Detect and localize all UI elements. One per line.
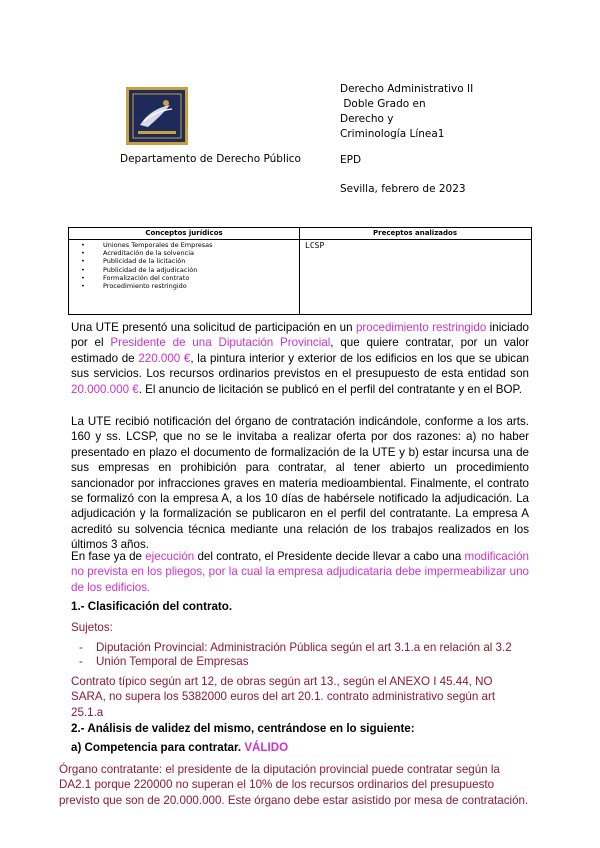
course-line: Derecho y	[340, 113, 394, 125]
department-name: Departamento de Derecho Público	[120, 153, 301, 165]
case-paragraph-2: La UTE recibió notificación del órgano de contratación indicándole, conforme a los arts. 160 y ss. LCSP, que no se le invitaba a realizar oferta por dos razones: a) no haber presentado en plazo el documento de formalización de la UTE y b) estar incursa una de sus empresas en prohibición para contratar, al tener abierto un procedimiento sancionador por infracciones graves en materia medioambiental. Finalmente, el contrato se formalizó con la empresa A, a los 10 días de habérsele notificado la adjudicación. La adjudicación y la formalización se publicaron en el perfil del contratante. La empresa A acreditó su solvencia técnica mediante una relación de los trabajos realizados en los últimos 3 años.	[71, 415, 529, 552]
table-header-concepts: Conceptos jurídicos	[145, 229, 223, 237]
list-item: • Publicidad de la licitación	[81, 257, 212, 265]
section-1-heading: 1.- Clasificación del contrato.	[71, 600, 233, 613]
text-run: iniciado por el	[71, 321, 529, 350]
list-item: • Uniones Temporales de Empresas	[81, 241, 212, 249]
document-date: Sevilla, febrero de 2023	[340, 183, 466, 195]
course-line: Derecho Administrativo II	[340, 83, 474, 95]
highlight-text: 220.000 €	[138, 351, 191, 365]
case-paragraph-1	[71, 320, 529, 397]
text-run: Una UTE presentó una solicitud de participación en un	[71, 321, 356, 334]
highlight-text: 20.000.000 €	[71, 382, 139, 396]
highlight-text: Presidente de una Diputación Provincial	[110, 336, 331, 350]
text-run: En fase ya de	[71, 550, 146, 563]
subject-text: Unión Temporal de Empresas	[96, 655, 249, 668]
subject-bullet: - Unión Temporal de Empresas	[79, 655, 249, 668]
text-run: . El anuncio de licitación se publicó en el perfil del contratante y en el BOP.	[138, 382, 522, 396]
concepts-list	[81, 241, 212, 290]
case-paragraph-3	[71, 549, 529, 595]
contract-classification: Contrato típico según art 12, de obras según art 13., según el ANEXO I 45.44, NO SARA, no supera los 5382000 euros del art 20.1. contrato administrativo según art 25.1.a	[71, 675, 496, 719]
text-run: , que quiere contratar, por un valor estimado de	[71, 336, 529, 365]
table-header-precepts: Preceptos analizados	[372, 229, 457, 237]
validity-badge: VÁLIDO	[244, 741, 289, 754]
precept-value: LCSP	[305, 241, 325, 250]
list-item: • Formalización del contrato	[81, 274, 212, 282]
text-run: del contrato, el Presidente decide llevar a cabo una	[194, 550, 465, 563]
subject-text: Diputación Provincial: Administración Pública según el art 3.1.a en relación al 3.2	[96, 641, 512, 654]
highlight-text: modificación no prevista en los pliegos, por la cual la empresa adjudicataria debe impermeabilizar uno de los edificios.	[71, 550, 529, 594]
course-line: Doble Grado en	[340, 98, 426, 110]
subsection-label: a) Competencia para contratar.	[71, 741, 245, 754]
course-line: Criminología Línea1	[340, 128, 445, 140]
epd-label: EPD	[340, 154, 362, 166]
list-item: • Acreditación de la solvencia	[81, 249, 212, 257]
highlight-text: procedimiento restringido	[355, 321, 487, 334]
subjects-label: Sujetos:	[71, 621, 113, 634]
university-seal-logo	[126, 87, 188, 145]
competence-answer: Órgano contratante: el presidente de la diputación provincial puede contratar según la DA2.1 porque 220000 no superan el 10% de los recursos ordinarios del presupuesto previsto que son de 20.000.000. Este órgano debe estar asistido por mesa de contratación.	[59, 763, 529, 807]
highlight-text: ejecución	[145, 550, 195, 563]
concepts-table	[68, 227, 532, 315]
subsection-a-heading	[71, 741, 288, 754]
course-info	[340, 82, 473, 142]
section-2-heading: 2.- Análisis de validez del mismo, centrándose en lo siguiente:	[71, 722, 415, 735]
subject-bullet: - Diputación Provincial: Administración Pública según el art 3.1.a en relación al 3.2	[79, 641, 512, 654]
text-run: , la pintura interior y exterior de los edificios en los que se ubican sus servicios. Los recursos ordinarios previstos en el presupuesto de esta entidad son	[71, 351, 529, 381]
list-item: • Procedimiento restringido	[81, 282, 212, 290]
list-item: • Publicidad de la adjudicación	[81, 266, 212, 274]
